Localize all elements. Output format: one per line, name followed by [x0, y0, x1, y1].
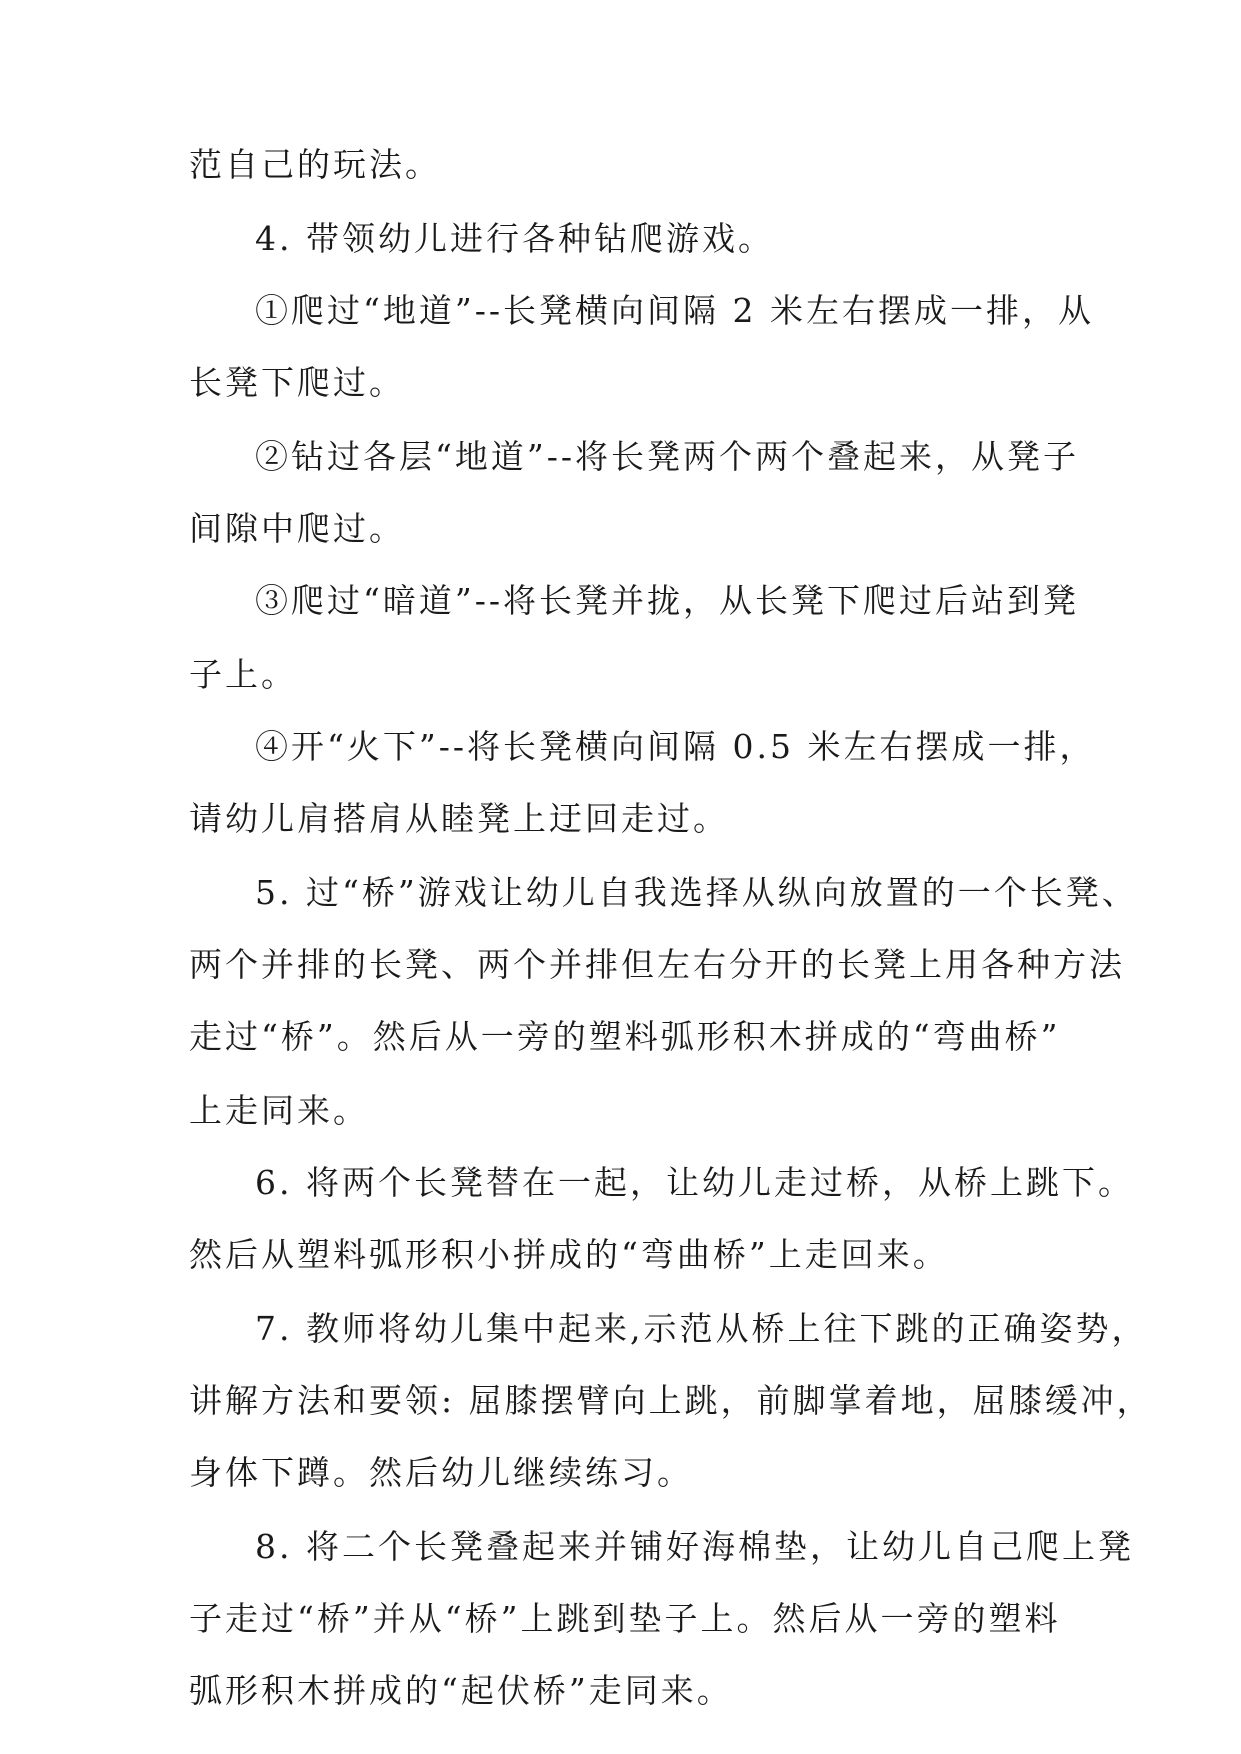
text-line: 上走同来。 — [189, 1091, 369, 1130]
text-line: ①爬过“地道”--长凳横向间隔 2 米左右摆成一排，从 — [255, 291, 1095, 330]
text-line: ④开“火下”--将长凳横向间隔 0.5 米左右摆成一排， — [255, 727, 1096, 766]
text-line: ③爬过“暗道”--将长凳并拢，从长凳下爬过后站到凳 — [255, 581, 1080, 620]
text-line: 走过“桥”。然后从一旁的塑料弧形积木拼成的“弯曲桥” — [189, 1017, 1061, 1056]
text-line: 讲解方法和要领: 屈膝摆臂向上跳，前脚掌着地，屈膝缓冲， — [189, 1381, 1153, 1420]
text-line: 范自己的玩法。 — [189, 145, 441, 184]
text-line: 子走过“桥”并从“桥”上跳到垫子上。然后从一旁的塑料 — [189, 1599, 1061, 1638]
text-line: 8. 将二个长凳叠起来并铺好海棉垫，让幼儿自己爬上凳 — [255, 1527, 1134, 1566]
text-line: 然后从塑料弧形积小拼成的“弯曲桥”上走回来。 — [189, 1235, 949, 1274]
text-line: 7. 教师将幼儿集中起来,示范从桥上往下跳的正确姿势， — [255, 1309, 1148, 1348]
text-line: 4. 带领幼儿进行各种钻爬游戏。 — [255, 219, 774, 258]
text-line: 两个并排的长凳、两个并排但左右分开的长凳上用各种方法 — [189, 945, 1125, 984]
text-line: 子上。 — [189, 655, 297, 694]
text-line: 长凳下爬过。 — [189, 363, 405, 402]
text-line: 5. 过“桥”游戏让幼儿自我选择从纵向放置的一个长凳、 — [255, 873, 1138, 912]
text-line: 身体下蹲。然后幼儿继续练习。 — [189, 1453, 693, 1492]
text-line: 6. 将两个长凳替在一起，让幼儿走过桥，从桥上跳下。 — [255, 1163, 1134, 1202]
text-line: ②钻过各层“地道”--将长凳两个两个叠起来，从凳子 — [255, 437, 1080, 476]
text-line: 间隙中爬过。 — [189, 509, 405, 548]
text-line: 请幼儿肩搭肩从睦凳上迂回走过。 — [189, 799, 729, 838]
text-line: 弧形积木拼成的“起伏桥”走同来。 — [189, 1671, 733, 1710]
